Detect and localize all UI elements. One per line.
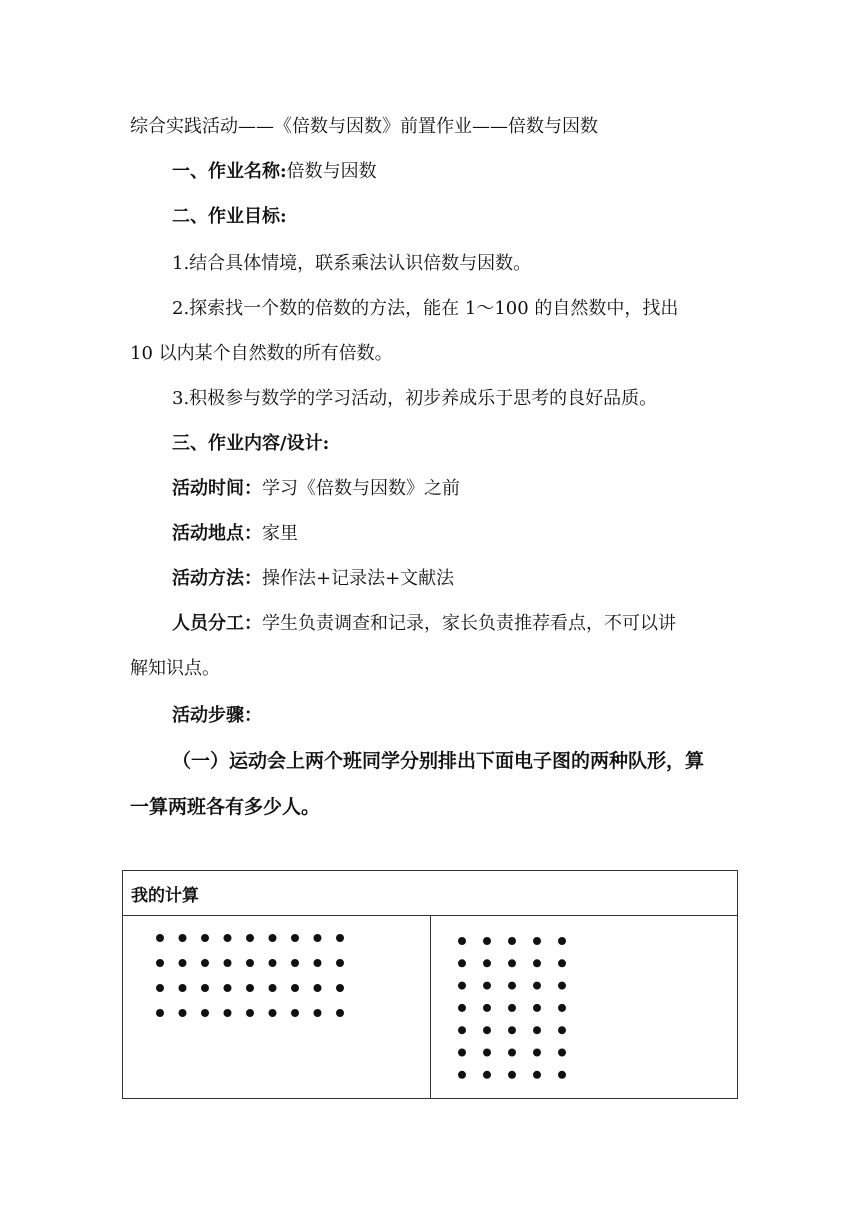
formation-dot <box>179 1009 187 1017</box>
formation-dot <box>558 959 566 967</box>
formation-dot <box>291 1009 299 1017</box>
section-goals-heading: 二、作业目标: <box>172 206 287 227</box>
section-content-heading: 三、作业内容/设计: <box>172 433 330 454</box>
activity-staff <box>172 613 676 635</box>
formation-dot <box>458 959 466 967</box>
step-one-line1: （一）运动会上两个班同学分别排出下面电子图的两种队形，算 <box>172 750 705 772</box>
formation-dot <box>156 934 164 942</box>
formation-dot <box>533 1071 541 1079</box>
formation-dot <box>558 982 566 990</box>
goal-item: 1.结合具体情境，联系乘法认识倍数与因数。 <box>172 253 532 274</box>
activity-time-value: 学习《倍数与因数》之前 <box>262 478 460 499</box>
activity-method-value: 操作法+记录法+文献法 <box>262 568 455 589</box>
right-formation-dot-grid <box>431 916 731 1096</box>
activity-time-label: 活动时间： <box>172 478 262 499</box>
right-formation-cell <box>430 916 738 1099</box>
formation-dot <box>246 934 254 942</box>
formation-dot <box>458 982 466 990</box>
formation-dot <box>458 1071 466 1079</box>
formation-dot <box>558 1026 566 1034</box>
formation-dot <box>246 984 254 992</box>
formation-dot <box>458 1026 466 1034</box>
formation-dot <box>533 959 541 967</box>
formation-dot <box>269 1009 277 1017</box>
formation-dot <box>224 934 232 942</box>
section-name-label: 一、作业名称: <box>172 161 287 182</box>
formation-dot <box>508 1071 516 1079</box>
formation-dot <box>156 1009 164 1017</box>
formation-dot <box>508 982 516 990</box>
step-one-line2: 一算两班各有多少人。 <box>130 796 321 818</box>
document-title: 综合实践活动——《倍数与因数》前置作业——倍数与因数 <box>130 116 598 137</box>
formation-dot <box>458 937 466 945</box>
formation-dot <box>314 1009 322 1017</box>
formation-dot <box>558 1004 566 1012</box>
goal-item: 2.探索找一个数的倍数的方法，能在 1～100 的自然数中，找出 <box>172 298 679 319</box>
formation-dot <box>269 934 277 942</box>
formation-dot <box>156 984 164 992</box>
formation-dot <box>508 1026 516 1034</box>
formation-dot <box>533 937 541 945</box>
formation-dot <box>558 1049 566 1057</box>
formation-dot <box>246 1009 254 1017</box>
formation-dot <box>533 1049 541 1057</box>
formation-dot <box>533 1026 541 1034</box>
activity-place-label: 活动地点： <box>172 523 262 544</box>
formation-dot <box>458 1049 466 1057</box>
formation-dot <box>291 984 299 992</box>
activity-place <box>172 523 298 545</box>
formation-dot <box>336 934 344 942</box>
goal-item: 3.积极参与数学的学习活动，初步养成乐于思考的良好品质。 <box>172 388 658 409</box>
calculation-table <box>122 870 738 1099</box>
activity-steps-heading: 活动步骤： <box>172 705 262 726</box>
formation-dot <box>201 984 209 992</box>
formation-dot <box>314 984 322 992</box>
formation-dot <box>508 959 516 967</box>
left-formation-cell <box>123 916 431 1099</box>
left-formation-dot-grid <box>123 916 423 1096</box>
formation-dot <box>179 959 187 967</box>
formation-dot <box>336 959 344 967</box>
goal-item-continuation: 10 以内某个自然数的所有倍数。 <box>130 343 393 364</box>
calculation-header-cell <box>123 871 738 916</box>
formation-dot <box>224 959 232 967</box>
formation-dot <box>483 959 491 967</box>
formation-dot <box>483 1004 491 1012</box>
section-name-value: 倍数与因数 <box>286 161 377 182</box>
formation-dot <box>336 984 344 992</box>
formation-dot <box>314 934 322 942</box>
formation-dot <box>336 1009 344 1017</box>
section-name <box>172 161 377 183</box>
formation-dot <box>483 1071 491 1079</box>
activity-place-value: 家里 <box>262 523 298 544</box>
formation-dot <box>269 959 277 967</box>
formation-dot <box>483 1026 491 1034</box>
formation-dot <box>291 959 299 967</box>
activity-staff-value: 学生负责调查和记录，家长负责推荐看点，不可以讲 <box>262 613 676 634</box>
formation-dot <box>224 984 232 992</box>
formation-dot <box>508 1004 516 1012</box>
formation-dot <box>201 1009 209 1017</box>
activity-staff-continuation: 解知识点。 <box>130 658 220 679</box>
formation-dot <box>508 937 516 945</box>
formation-dot <box>458 1004 466 1012</box>
activity-method <box>172 568 454 590</box>
activity-time <box>172 478 460 500</box>
activity-staff-label: 人员分工： <box>172 613 262 634</box>
formation-dot <box>224 1009 232 1017</box>
formation-dot <box>179 984 187 992</box>
formation-dot <box>156 959 164 967</box>
formation-dot <box>179 934 187 942</box>
formation-dot <box>483 982 491 990</box>
formation-dot <box>201 959 209 967</box>
formation-dot <box>483 937 491 945</box>
formation-dot <box>483 1049 491 1057</box>
formation-dot <box>314 959 322 967</box>
formation-dot <box>269 984 277 992</box>
formation-dot <box>533 982 541 990</box>
formation-dot <box>533 1004 541 1012</box>
formation-dot <box>508 1049 516 1057</box>
activity-method-label: 活动方法： <box>172 568 262 589</box>
calculation-header: 我的计算 <box>131 886 199 906</box>
formation-dot <box>558 937 566 945</box>
formation-dot <box>291 934 299 942</box>
formation-dot <box>246 959 254 967</box>
formation-dot <box>558 1071 566 1079</box>
formation-dot <box>201 934 209 942</box>
